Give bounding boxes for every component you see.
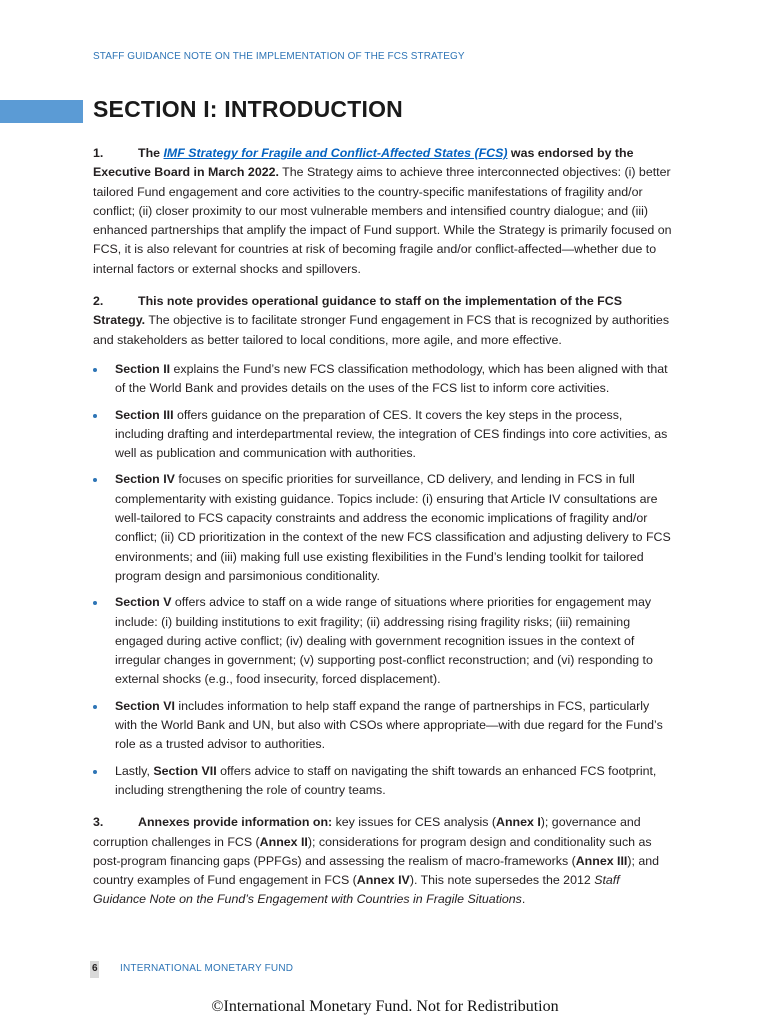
bullet-icon (93, 368, 97, 372)
list-item (93, 762, 673, 801)
bullet-bold: Section II (115, 361, 171, 376)
paragraph-text: key issues for CES analysis ( (332, 815, 497, 830)
bullet-bold: Section III (115, 407, 174, 422)
paragraph-text: ). This note supersedes the 2012 (409, 873, 595, 888)
bullet-bold: Section V (115, 595, 172, 610)
annex-ref: Annex III (575, 853, 628, 868)
paragraph-2 (93, 292, 673, 350)
body-text (93, 144, 673, 923)
bullet-text: explains the Fund’s new FCS classification methodology, which has been aligned with that of the World Bank and provides details on the uses of the FCS list to inform core activities. (115, 361, 668, 396)
superseded-doc-title: Staff Guidance Note on the Fund’s Engagement with Countries in Fragile Situations (93, 873, 620, 907)
bullet-text: includes information to help staff expand the range of partnerships in FCS, particularly with the World Bank and UN, but also with CSOs where appropriate—with due regard for the Fund’s role as a trusted advisor to authorities. (115, 698, 663, 752)
paragraph-number: 1. (93, 146, 104, 160)
paragraph-lead-cont: was endorsed by the Executive Board in March 2022. (93, 146, 634, 180)
paragraph-text: ); considerations for program design and conditionality such as post-program financing gaps (PPFGs) and assessing the realism of macro-frameworks ( (93, 834, 652, 868)
paragraph-lead: Annexes provide information on: (138, 815, 333, 830)
list-item (93, 593, 673, 689)
annex-ref: Annex I (496, 815, 541, 830)
paragraph-3 (93, 813, 673, 909)
list-item (93, 406, 673, 464)
bullet-bold: Section VI (115, 698, 175, 713)
copyright-notice: ©International Monetary Fund. Not for Redistribution (211, 998, 559, 1015)
paragraph-1 (93, 144, 673, 279)
bullet-icon (93, 770, 97, 774)
section-accent-bar (0, 100, 83, 123)
fcs-strategy-link[interactable]: IMF Strategy for Fragile and Conflict-Affected States (FCS) (163, 146, 508, 160)
bullet-text: focuses on specific priorities for surveillance, CD delivery, and lending in FCS in full complementarity with existing guidance. Topics include: (i) ensuring that Article IV consultations are well-tailored to FCS capacity constraints and address the economic implications of fragility and/or conflict; (ii) CD prioritization in the context of the new FCS classification and adjusting delivery to FCS environments; and (iii) making full use existing flexibilities in the Fund’s lending toolkit for tailored program design and parsimonious conditionality. (115, 472, 671, 583)
bullet-icon (93, 705, 97, 709)
paragraph-lead: The (138, 146, 164, 160)
bullet-text: offers guidance on the preparation of CES. It covers the key steps in the process, including drafting and interdepartmental review, the integration of CES findings into core activities, as well as publication and communication with authorities. (115, 407, 668, 461)
paragraph-body: The objective is to facilitate stronger Fund engagement in FCS that is recognized by authorities and stakeholders as better tailored to local conditions, more agile, and more effective. (93, 313, 670, 347)
footer-org: INTERNATIONAL MONETARY FUND (120, 963, 294, 974)
bullet-icon (93, 414, 97, 418)
annex-ref: Annex II (259, 834, 308, 849)
list-item (93, 470, 673, 586)
paragraph-lead: This note provides operational guidance to staff on the implementation of the FCS Strategy. (93, 294, 622, 328)
paragraph-body: The Strategy aims to achieve three interconnected objectives: (i) better tailored Fund engagement and core activities to the country-specific manifestations of fragility and/or conflict; (ii) closer proximity to our most vulnerable members and intensified country dialogue; and (iii) enhanced partnerships that amplify the impact of Fund support. While the Strategy is primarily focused on FCS, it is also relevant for countries at risk of becoming fragile and/or conflict-affected—whether due to internal factors or external shocks and spillovers. (93, 165, 672, 276)
paragraph-text: ); and country examples of Fund engagement in FCS ( (93, 853, 660, 888)
list-item (93, 360, 673, 399)
section-title: SECTION I: INTRODUCTION (93, 96, 403, 122)
bullet-bold: Section VII (153, 763, 217, 778)
paragraph-number: 3. (93, 815, 104, 830)
page-number: 6 (92, 963, 98, 974)
running-header: STAFF GUIDANCE NOTE ON THE IMPLEMENTATION OF THE FCS STRATEGY (93, 51, 465, 62)
bullet-prefix: Lastly, (115, 763, 154, 778)
bullet-icon (93, 601, 97, 605)
paragraph-text: . (521, 892, 526, 907)
annex-ref: Annex IV (356, 873, 410, 888)
bullet-text: offers advice to staff on a wide range of situations where priorities for engagement may include: (i) building institutions to exit fragility; (ii) addressing rising fragility risks; (iii) remaining engaged during active conflict; (iv) dealing with government recognition issues in the context of irregular changes in government; (v) supporting post-conflict reconstruction; and (vi) responding to external shocks (e.g., food insecurity, forced displacement). (115, 595, 653, 687)
section-list (93, 360, 673, 800)
paragraph-number: 2. (93, 294, 104, 309)
bullet-bold: Section IV (115, 472, 175, 487)
bullet-text: offers advice to staff on navigating the shift towards an enhanced FCS footprint, including strengthening the role of country teams. (115, 763, 657, 797)
paragraph-text: ); governance and corruption challenges in FCS ( (93, 815, 641, 849)
bullet-icon (93, 478, 97, 482)
list-item (93, 697, 673, 755)
